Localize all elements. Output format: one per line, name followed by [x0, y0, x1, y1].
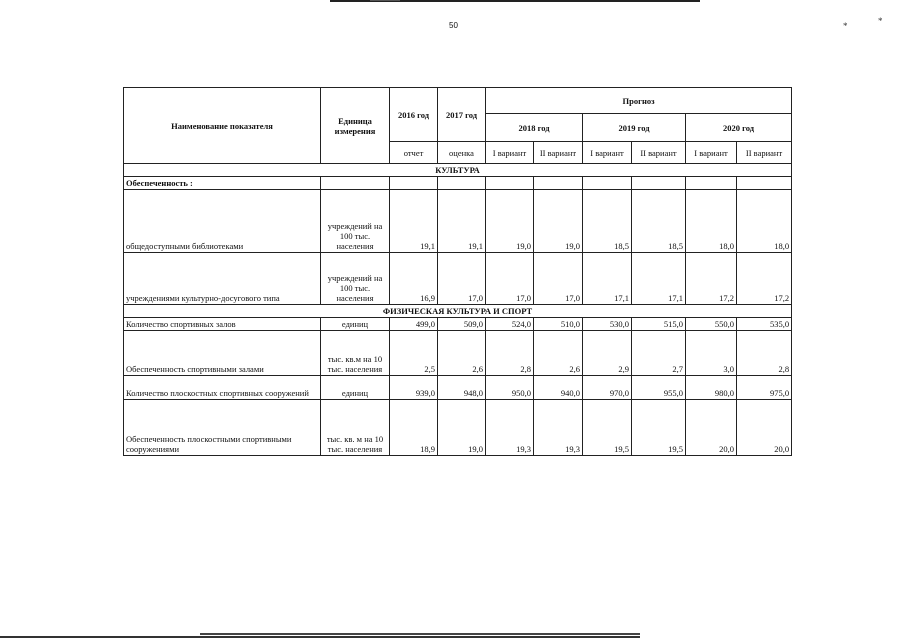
row-name: общедоступными библиотеками — [124, 190, 321, 253]
value-cell: 17,0 — [438, 253, 486, 305]
value-cell: 939,0 — [390, 376, 438, 400]
value-cell: 19,5 — [583, 400, 632, 456]
header-year-2019: 2019 год — [583, 114, 686, 142]
value-cell: 19,3 — [486, 400, 534, 456]
scan-edge-bottom — [0, 636, 640, 638]
value-cell: 2,9 — [583, 331, 632, 376]
header-forecast: Прогноз — [486, 88, 792, 114]
row-name: Обеспеченность плоскостными спортивными сооружениями — [124, 400, 321, 456]
row-unit: единиц — [321, 318, 390, 331]
value-cell: 18,9 — [390, 400, 438, 456]
section-sport: ФИЗИЧЕСКАЯ КУЛЬТУРА И СПОРТ — [124, 305, 792, 318]
header-2018-variant-2: II вариант — [534, 142, 583, 164]
row-name: Обеспеченность спортивными залами — [124, 331, 321, 376]
value-cell: 509,0 — [438, 318, 486, 331]
value-cell: 20,0 — [686, 400, 737, 456]
value-cell: 530,0 — [583, 318, 632, 331]
value-cell: 2,8 — [486, 331, 534, 376]
value-cell: 2,8 — [737, 331, 792, 376]
row-name: Количество спортивных залов — [124, 318, 321, 331]
value-cell: 940,0 — [534, 376, 583, 400]
value-cell: 948,0 — [438, 376, 486, 400]
header-year-2020: 2020 год — [686, 114, 792, 142]
value-cell: 19,0 — [438, 400, 486, 456]
value-cell: 19,0 — [486, 190, 534, 253]
value-cell: 550,0 — [686, 318, 737, 331]
table-row — [124, 318, 792, 331]
table-row — [124, 190, 792, 253]
header-2019-variant-2: II вариант — [632, 142, 686, 164]
value-cell: 17,1 — [632, 253, 686, 305]
header-indicator-name: Наименование показателя — [124, 88, 321, 164]
row-unit: учреждений на 100 тыс. населения — [321, 190, 390, 253]
row-name: Количество плоскостных спортивных сооружений — [124, 376, 321, 400]
value-cell: 17,1 — [583, 253, 632, 305]
forecast-table — [123, 87, 792, 456]
value-cell: 2,6 — [438, 331, 486, 376]
table-row — [124, 376, 792, 400]
header-2019-variant-1: I вариант — [583, 142, 632, 164]
value-cell: 18,5 — [632, 190, 686, 253]
value-cell: 970,0 — [583, 376, 632, 400]
value-cell: 19,0 — [534, 190, 583, 253]
value-cell: 535,0 — [737, 318, 792, 331]
value-cell: 17,2 — [686, 253, 737, 305]
header-report: отчет — [390, 142, 438, 164]
header-2016: 2016 год — [390, 88, 438, 142]
value-cell: 2,5 — [390, 331, 438, 376]
value-cell: 510,0 — [534, 318, 583, 331]
value-cell: 19,5 — [632, 400, 686, 456]
scan-edge-top-mark — [370, 0, 400, 1]
scan-speck-mark: * — [843, 21, 848, 31]
table-row — [124, 253, 792, 305]
value-cell: 16,9 — [390, 253, 438, 305]
value-cell: 17,0 — [486, 253, 534, 305]
header-estimate: оценка — [438, 142, 486, 164]
row-name: учреждениями культурно-досугового типа — [124, 253, 321, 305]
value-cell: 975,0 — [737, 376, 792, 400]
scan-speck-mark: * — [878, 16, 883, 26]
value-cell: 2,6 — [534, 331, 583, 376]
value-cell: 950,0 — [486, 376, 534, 400]
value-cell: 2,7 — [632, 331, 686, 376]
scan-edge-bottom-mark — [200, 633, 640, 635]
value-cell: 19,3 — [534, 400, 583, 456]
value-cell: 3,0 — [686, 331, 737, 376]
section-culture: КУЛЬТУРА — [124, 164, 792, 177]
value-cell: 19,1 — [390, 190, 438, 253]
row-unit: тыс. кв. м на 10 тыс. населения — [321, 400, 390, 456]
row-unit: тыс. кв.м на 10 тыс. населения — [321, 331, 390, 376]
value-cell: 980,0 — [686, 376, 737, 400]
provision-label: Обеспеченность : — [124, 177, 321, 190]
header-2018-variant-1: I вариант — [486, 142, 534, 164]
row-unit: единиц — [321, 376, 390, 400]
value-cell: 18,5 — [583, 190, 632, 253]
value-cell: 515,0 — [632, 318, 686, 331]
page-number: 50 — [449, 21, 458, 30]
value-cell: 524,0 — [486, 318, 534, 331]
value-cell: 499,0 — [390, 318, 438, 331]
value-cell: 18,0 — [737, 190, 792, 253]
value-cell: 18,0 — [686, 190, 737, 253]
value-cell: 955,0 — [632, 376, 686, 400]
header-year-2018: 2018 год — [486, 114, 583, 142]
header-2020-variant-2: II вариант — [737, 142, 792, 164]
value-cell: 17,2 — [737, 253, 792, 305]
header-unit: Единица измерения — [321, 88, 390, 164]
header-2020-variant-1: I вариант — [686, 142, 737, 164]
table-row — [124, 400, 792, 456]
header-2017: 2017 год — [438, 88, 486, 142]
value-cell: 17,0 — [534, 253, 583, 305]
row-unit: учреждений на 100 тыс. населения — [321, 253, 390, 305]
value-cell: 20,0 — [737, 400, 792, 456]
table-row — [124, 331, 792, 376]
value-cell: 19,1 — [438, 190, 486, 253]
